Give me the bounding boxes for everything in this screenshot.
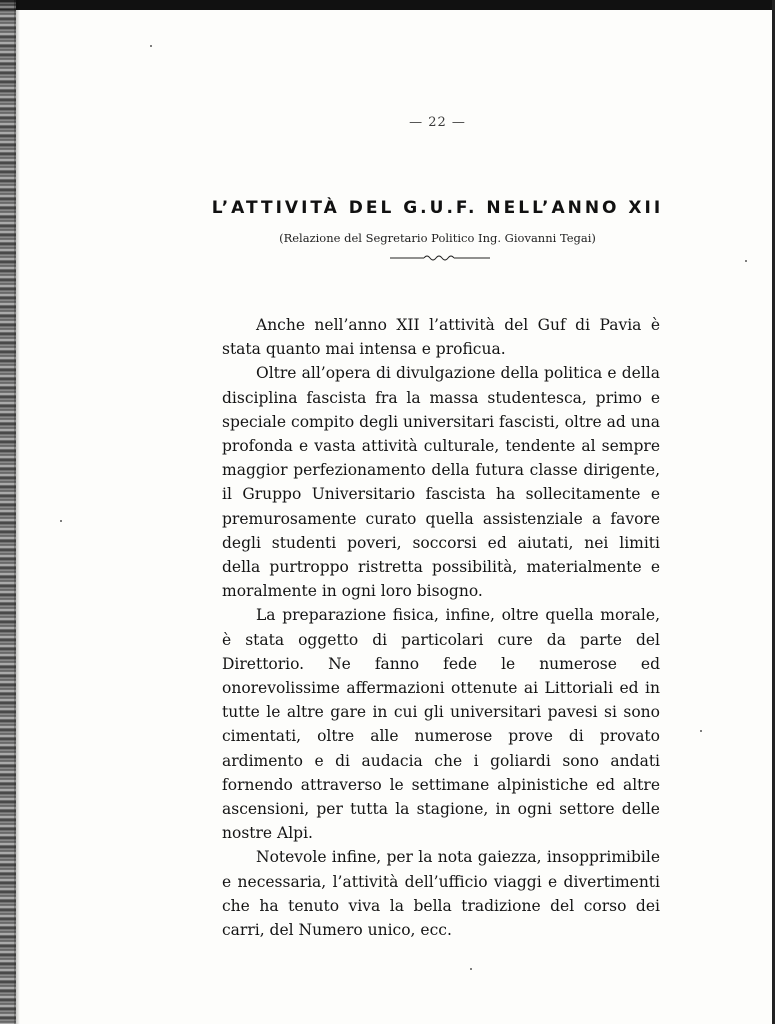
page-subtitle: (Relazione del Segretario Politico Ing. Giovanni Tegai) — [279, 231, 596, 245]
book-binding-edge — [0, 0, 16, 1024]
scan-top-border — [0, 0, 775, 10]
scan-speck — [745, 260, 747, 262]
ornament-divider-icon — [390, 251, 490, 265]
scan-speck — [150, 45, 152, 47]
paragraph-3: La preparazione fisica, infine, oltre quella morale, è stata oggetto di particolari cure da parte del Direttorio. Ne fanno fede le numerose ed onorevolissime affermazioni ottenute ai Littoriali ed in tutte le altre gare in cui gli universitari pavesi si sono cimentati, oltre alle numerose prove di provato ardimento e di audacia che i goliardi sono andati fornendo attraverso le settimane alpinistiche ed altre ascensioni, per tutta la stagione, in ogni settore delle nostre Alpi. — [222, 606, 660, 843]
page-title: L’ATTIVITÀ DEL G.U.F. NELL’ANNO XII — [211, 198, 664, 218]
paragraph-4: Notevole infine, per la nota gaiezza, insopprimibile e necessaria, l’attività dell’ufficio viaggi e divertimenti che ha tenuto viva la bella tradizione del corso dei carri, del Numero unico, ecc. — [222, 848, 660, 940]
paragraph-2: Oltre all’opera di divulgazione della politica e della disciplina fascista fra la massa studentesca, primo e speciale compito degli universitari fascisti, oltre ad una profonda e vasta attività culturale, tendente al sempre maggior perfezionamento della futura classe dirigente, il Gruppo Universitario fascista ha sollecitamente e premurosamente curato quella assistenziale a favore degli studenti poveri, soccorsi ed aiutati, nei limiti della purtroppo ristretta possibilità, materialmente e moralmente in ogni loro bisogno. — [222, 364, 660, 601]
scan-speck — [700, 730, 702, 732]
page-number: — 22 — — [409, 115, 466, 130]
scan-speck — [470, 968, 472, 970]
paragraph-1: Anche nell’anno XII l’attività del Guf di Pavia è stata quanto mai intensa e proficua. — [222, 316, 660, 359]
scan-speck — [60, 520, 62, 522]
article-body — [222, 313, 660, 942]
